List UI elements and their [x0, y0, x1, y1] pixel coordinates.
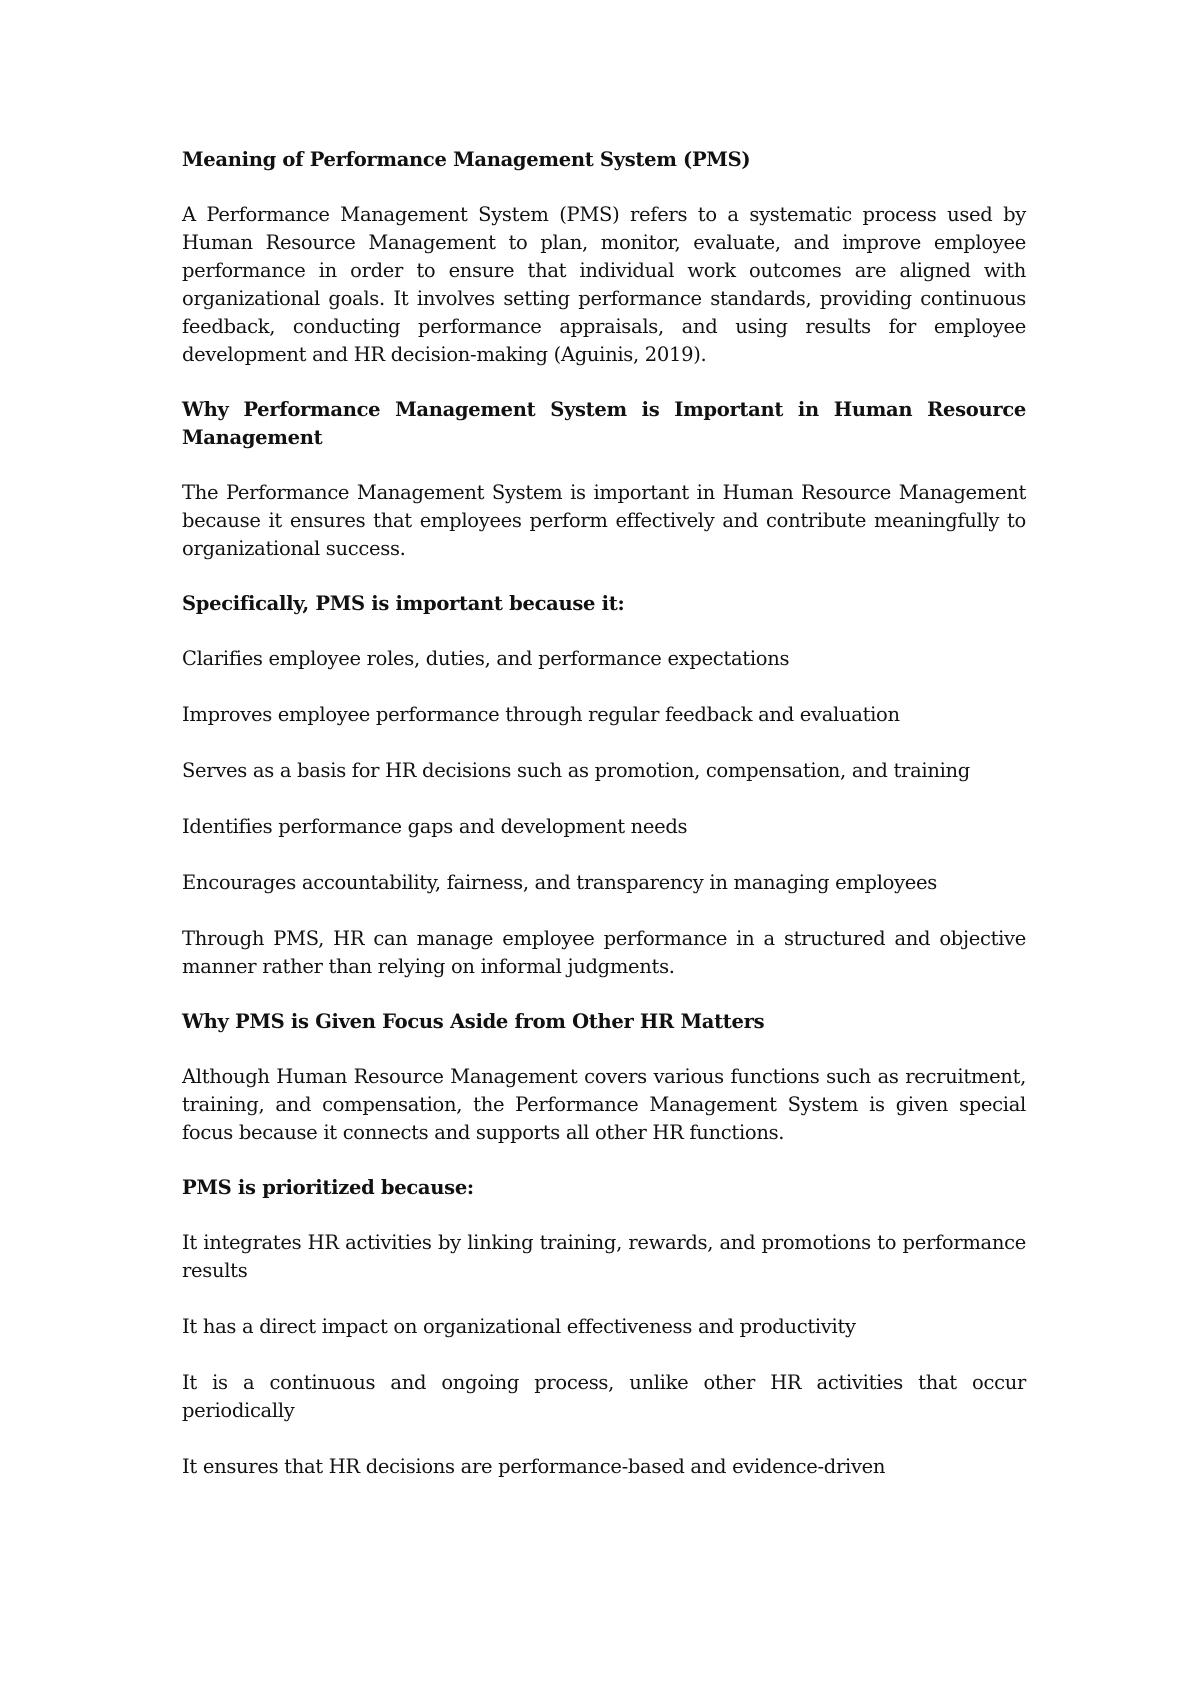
list-item: It ensures that HR decisions are performance-based and evidence-driven	[182, 1455, 886, 1478]
paragraph-pms-importance: The Performance Management System is important in Human Resource Management because it ensures that employees perform effectively and contribute meaningfully to organizational success.	[182, 481, 1026, 560]
list-item: It integrates HR activities by linking training, rewards, and promotions to performance results	[182, 1231, 1026, 1282]
subheading-importance-reasons: Specifically, PMS is important because it:	[182, 592, 625, 615]
list-item: Improves employee performance through regular feedback and evaluation	[182, 703, 900, 726]
list-item: Identifies performance gaps and development needs	[182, 815, 688, 838]
subheading-prioritized-reasons: PMS is prioritized because:	[182, 1176, 474, 1199]
paragraph-pms-focus: Although Human Resource Management covers various functions such as recruitment, training, and compensation, the Performance Management System is given special focus because it connects and supports all other HR functions.	[182, 1065, 1026, 1144]
list-item: Clarifies employee roles, duties, and performance expectations	[182, 647, 790, 670]
list-item: Encourages accountability, fairness, and transparency in managing employees	[182, 871, 937, 894]
document-body	[182, 146, 1026, 1481]
list-item: It is a continuous and ongoing process, unlike other HR activities that occur periodically	[182, 1371, 1026, 1422]
section-heading-importance: Why Performance Management System is Important in Human Resource Management	[182, 398, 1026, 449]
list-item: It has a direct impact on organizational effectiveness and productivity	[182, 1315, 856, 1338]
list-item: Serves as a basis for HR decisions such as promotion, compensation, and training	[182, 759, 970, 782]
paragraph-importance-closing: Through PMS, HR can manage employee performance in a structured and objective manner rather than relying on informal judgments.	[182, 927, 1026, 978]
paragraph-pms-definition: A Performance Management System (PMS) refers to a systematic process used by Human Resource Management to plan, monitor, evaluate, and improve employee performance in order to ensure that individual work outcomes are aligned with organizational goals. It involves setting performance standards, providing continuous feedback, conducting performance appraisals, and using results for employee development and HR decision-making (Aguinis, 2019).	[182, 203, 1026, 366]
section-heading-meaning: Meaning of Performance Management System (PMS)	[182, 148, 751, 171]
section-heading-focus: Why PMS is Given Focus Aside from Other HR Matters	[182, 1010, 765, 1033]
